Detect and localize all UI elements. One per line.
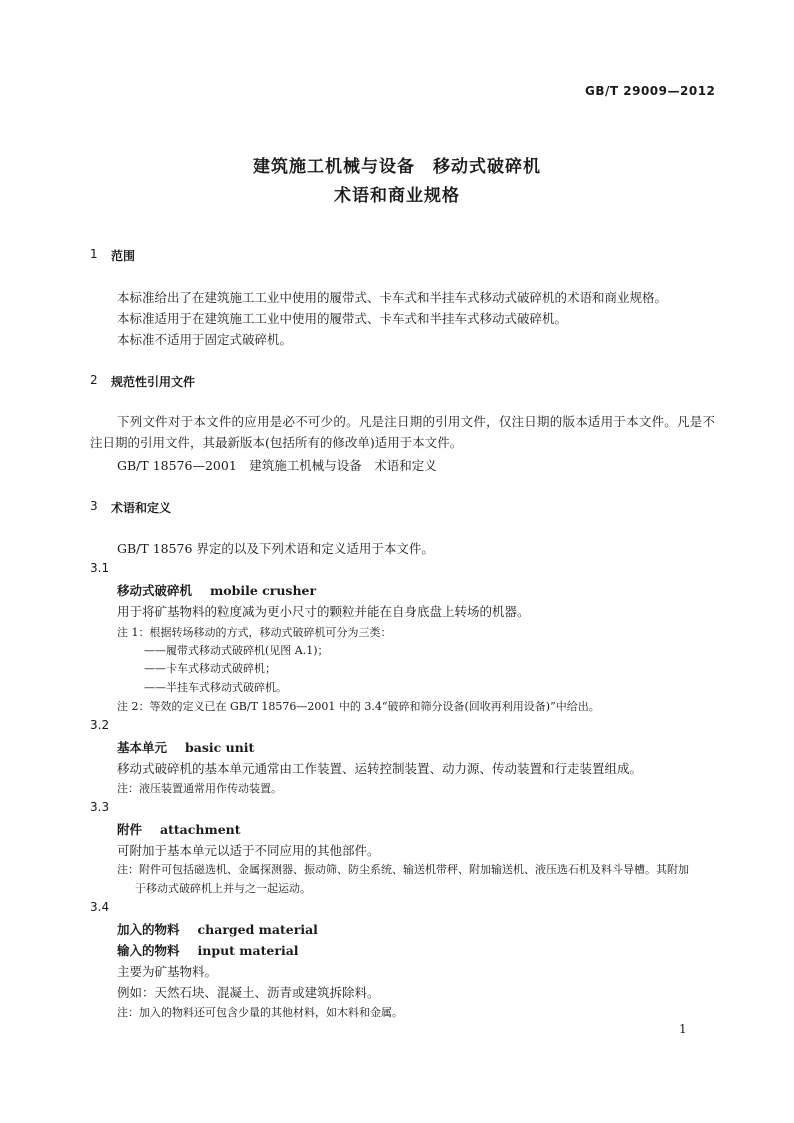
term-3-3-definition: 可附加于基本单元以适于不同应用的其他部件。 bbox=[117, 843, 380, 858]
section-2-title: 规范性引用文件 bbox=[111, 375, 196, 389]
term-3-1-en: mobile crusher bbox=[210, 583, 317, 598]
term-3-1-note-item-3: ——半挂车式移动式破碎机。 bbox=[144, 681, 287, 694]
term-3-4-example: 例如：天然石块、混凝土、沥青或建筑拆除料。 bbox=[117, 985, 380, 1000]
clause-3-2-number: 3.2 bbox=[90, 718, 110, 732]
document-title-line2: 术语和商业规格 bbox=[334, 186, 460, 206]
term-3-4-zh-2: 输入的物料 bbox=[117, 943, 180, 958]
term-3-2-note: 注：液压装置通常用作传动装置。 bbox=[117, 782, 282, 795]
term-3-4-synonym bbox=[117, 941, 299, 959]
term-3-3-zh: 附件 bbox=[117, 822, 143, 837]
term-3-1-zh: 移动式破碎机 bbox=[117, 583, 193, 598]
section-2-number: 2 bbox=[90, 373, 98, 387]
page-number: 1 bbox=[679, 1022, 687, 1036]
section-1-para-1: 本标准给出了在建筑施工工业中使用的履带式、卡车式和半挂车式移动式破碎机的术语和商业规格。 bbox=[117, 290, 668, 305]
term-3-3-en: attachment bbox=[160, 822, 241, 837]
clause-3-3-number: 3.3 bbox=[90, 800, 110, 814]
term-3-4-definition: 主要为矿基物料。 bbox=[117, 964, 218, 979]
section-1-para-2: 本标准适用于在建筑施工工业中使用的履带式、卡车式和半挂车式移动式破碎机。 bbox=[117, 311, 568, 326]
term-3-4-zh: 加入的物料 bbox=[117, 922, 180, 937]
standard-number: GB/T 29009—2012 bbox=[585, 84, 716, 98]
term-3-1-definition: 用于将矿基物料的粒度减为更小尺寸的颗粒并能在自身底盘上转场的机器。 bbox=[117, 604, 530, 619]
section-3-title: 术语和定义 bbox=[111, 501, 172, 515]
document-title-line1: 建筑施工机械与设备 移动式破碎机 bbox=[253, 157, 541, 177]
section-3-intro: GB/T 18576 界定的以及下列术语和定义适用于本文件。 bbox=[117, 541, 434, 556]
section-3-number: 3 bbox=[90, 499, 98, 513]
term-3-4-note: 注：加入的物料还可包含少量的其他材料，如木料和金属。 bbox=[117, 1006, 403, 1019]
term-3-2-en: basic unit bbox=[185, 740, 255, 755]
term-3-2 bbox=[117, 738, 254, 756]
section-1-title: 范围 bbox=[111, 249, 136, 263]
term-3-4-en: charged material bbox=[197, 922, 318, 937]
term-3-3-note-line-2: 于移动式破碎机上并与之一起运动。 bbox=[135, 882, 311, 895]
term-3-3 bbox=[117, 820, 241, 838]
clause-3-1-number: 3.1 bbox=[90, 561, 110, 575]
section-1-number: 1 bbox=[90, 247, 98, 261]
term-3-4 bbox=[117, 920, 318, 938]
term-3-2-definition: 移动式破碎机的基本单元通常由工作装置、运转控制装置、动力源、传动装置和行走装置组成。 bbox=[117, 761, 643, 776]
section-2-reference: GB/T 18576—2001 建筑施工机械与设备 术语和定义 bbox=[117, 458, 437, 473]
clause-3-4-number: 3.4 bbox=[90, 900, 110, 914]
term-3-1-note-2: 注 2：等效的定义已在 GB/T 18576—2001 中的 3.4“破碎和筛分设备(回收再利用设备)”中给出。 bbox=[117, 700, 600, 713]
term-3-1-note-item-2: ——卡车式移动式破碎机； bbox=[144, 662, 276, 675]
term-3-3-note-line-1: 注：附件可包括磁选机、金属探测器、振动筛、防尘系统、输送机带秤、附加输送机、液压选石机及料斗导槽。其附加 bbox=[117, 863, 689, 876]
term-3-2-zh: 基本单元 bbox=[117, 740, 168, 755]
section-1-para-3: 本标准不适用于固定式破碎机。 bbox=[117, 332, 293, 347]
term-3-1-note-1: 注 1：根据转场移动的方式，移动式破碎机可分为三类： bbox=[117, 626, 392, 639]
term-3-1-note-item-1: ——履带式移动式破碎机(见图 A.1)； bbox=[144, 644, 329, 657]
section-2-para: 下列文件对于本文件的应用是必不可少的。凡是注日期的引用文件，仅注日期的版本适用于本文件。凡是不注日期的引用文件，其最新版本(包括所有的修改单)适用于本文件。 bbox=[90, 414, 715, 450]
term-3-4-en-2: input material bbox=[197, 943, 299, 958]
term-3-1 bbox=[117, 581, 316, 599]
